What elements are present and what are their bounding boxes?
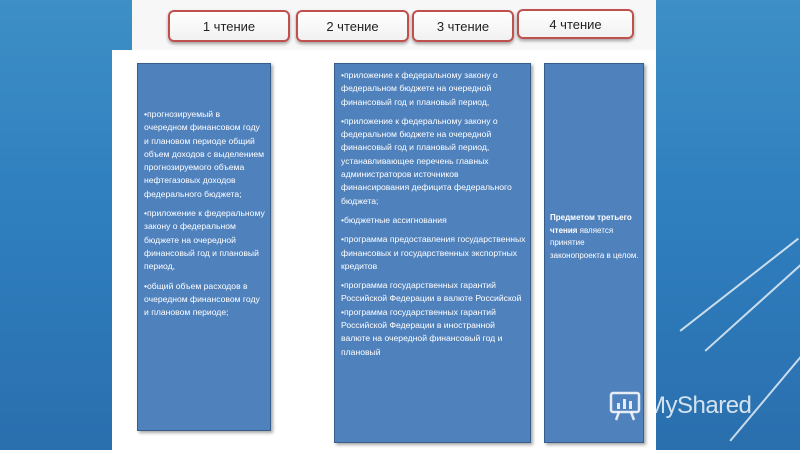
watermark-text: MyShared xyxy=(646,392,752,419)
card-text: является принятие законопроекта в целом. xyxy=(550,225,639,260)
presentation-chart-icon xyxy=(608,389,642,423)
card-item: •бюджетные ассигнования xyxy=(341,214,447,225)
tab-label: 1 чтение xyxy=(202,18,256,34)
tab-reading-1[interactable] xyxy=(168,10,290,42)
tab-reading-4[interactable] xyxy=(517,9,634,39)
card-item: •общий объем расходов в очередном финансовом году и плановом периоде; xyxy=(144,280,260,318)
watermark xyxy=(608,390,751,422)
card-item: •приложение к федеральному закону о федеральном бюджете на очередной финансовый год и плановый период, xyxy=(144,208,265,272)
reading-3-card xyxy=(544,63,644,443)
card-item: •программа предоставления государственных финансовых и государственных экспортных кредитов xyxy=(341,234,526,271)
tab-reading-2[interactable] xyxy=(296,10,409,42)
card-item: •программа государственных гарантий Российской Федерации в валюте Российской xyxy=(341,280,522,304)
card-item: •приложение к федеральному закону о федеральном бюджете на очередной финансовый год и плановый период, устанавливающее перечень главных администраторов источников финансирования дефицита федерального бюджета; xyxy=(341,115,512,206)
decor-line-2 xyxy=(704,257,800,352)
tab-reading-3[interactable] xyxy=(412,10,514,42)
reading-2-card xyxy=(334,63,531,443)
card-item: •программа государственных гарантий Российской Федерации в иностранной валюте на очередной финансовый год и плановый xyxy=(341,306,503,357)
reading-1-card xyxy=(137,63,271,431)
card-item: •приложение к федеральному закону о федеральном бюджете на очередной финансовый год и плановый период, xyxy=(341,70,498,107)
tab-label: 2 чтение xyxy=(326,18,379,34)
card-bold-text: Предметом третьего чтения xyxy=(550,213,632,235)
card-item: •прогнозируемый в очередном финансовом году и плановом периоде общий объем доходов с выделением прогнозируемого объема нефтегазовых доходов федерального бюджета; xyxy=(144,109,265,199)
tab-label: 3 чтение xyxy=(436,18,490,34)
tab-label: 4 чтение xyxy=(549,16,602,32)
